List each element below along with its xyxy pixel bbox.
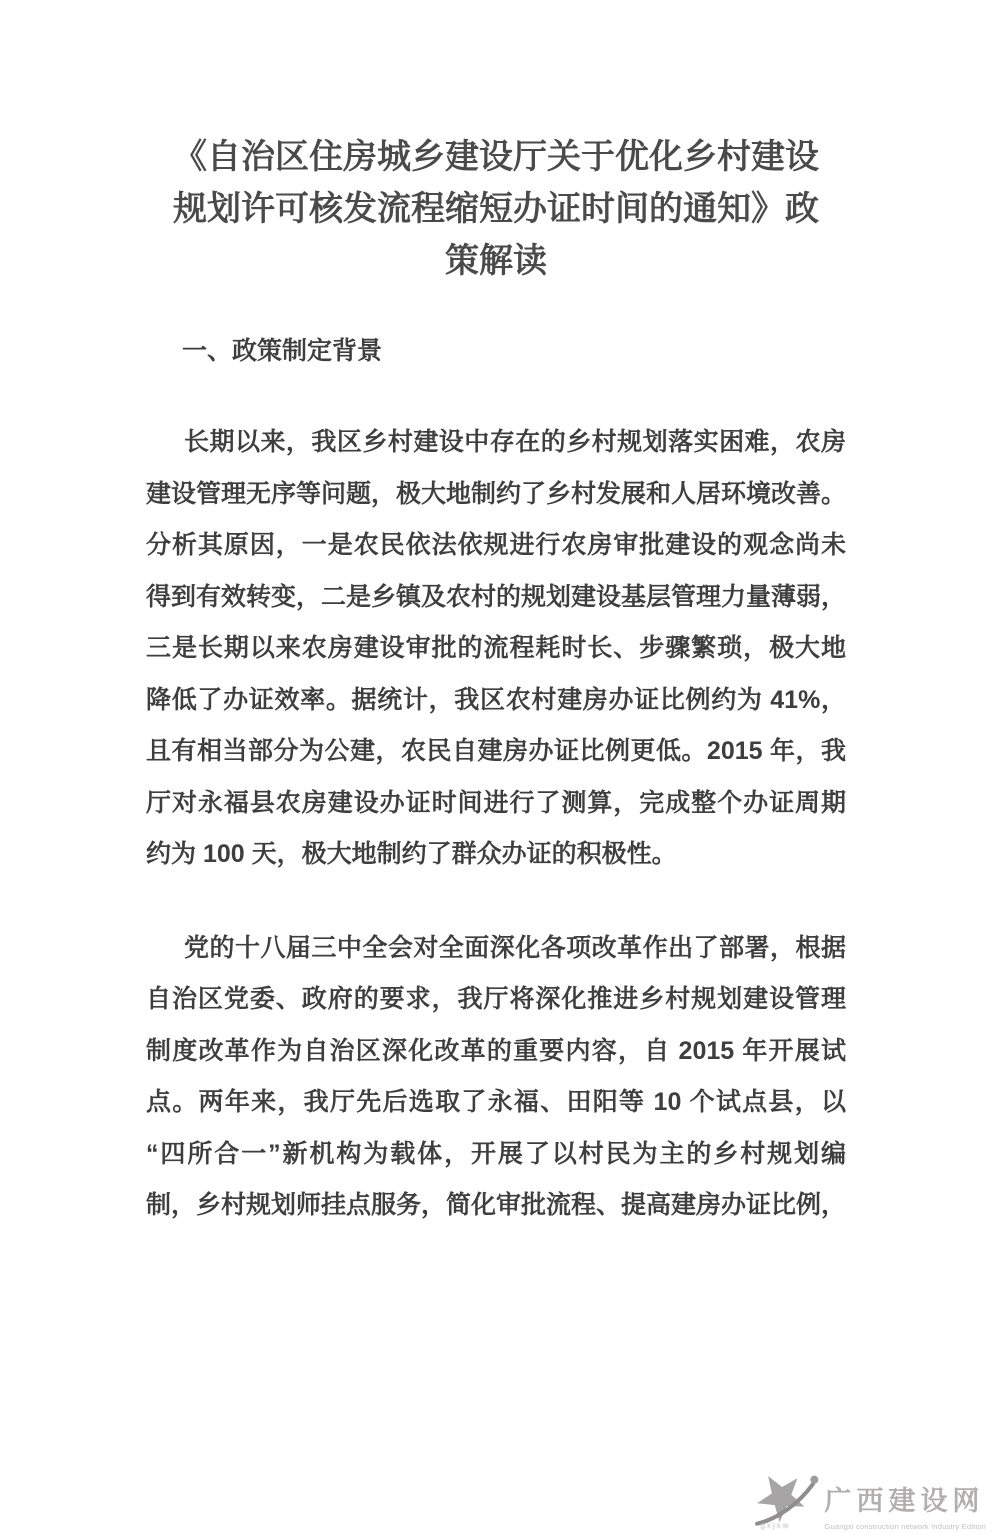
text-line: 得到有效转变，二是乡镇及农村的规划建设基层管理力量薄弱， xyxy=(146,582,847,611)
text-line: 分析其原因，一是农民依法依规进行农房审批建设的观念尚未 xyxy=(146,531,846,559)
text-line: 且有相当部分为公建，农民自建房办证比例更低。2015 年，我 xyxy=(146,737,846,765)
document-page xyxy=(0,131,992,1531)
paragraph-1 xyxy=(146,417,846,881)
text-line: 党的十八届三中全会对全面深化各项改革作出了部署，根据 xyxy=(184,933,846,962)
star-swoosh-icon xyxy=(748,1465,822,1531)
text-line: 降低了办证效率。据统计，我区农村建房办证比例约为 41%， xyxy=(146,685,846,714)
text-line: 点。两年来，我厅先后选取了永福、田阳等 10 个试点县，以 xyxy=(146,1088,846,1116)
text-line: 制，乡村规划师挂点服务，简化审批流程、提高建房办证比例， xyxy=(146,1191,847,1219)
text-line: 长期以来，我区乡村建设中存在的乡村规划落实困难，农房 xyxy=(184,428,846,456)
text-line: 规划许可核发流程缩短办证时间的通知》政 xyxy=(173,190,819,228)
watermark-text-block xyxy=(824,1465,986,1531)
text-line: 建设管理无序等问题，极大地制约了乡村发展和人居环境改善。 xyxy=(146,479,847,508)
logo-letters: gxjsw xyxy=(760,1521,791,1530)
section-heading: 一、政策制定背景 xyxy=(182,337,383,365)
text-line: 制度改革作为自治区深化改革的重要内容，自 2015 年开展试 xyxy=(146,1036,846,1065)
document-title xyxy=(134,131,858,287)
text-line: “四所合一”新机构为载体，开展了以村民为主的乡村规划编 xyxy=(146,1139,846,1168)
text-line: 《自治区住房城乡建设厅关于优化乡村建设 xyxy=(173,138,819,176)
text-line: 约为 100 天，极大地制约了群众办证的积极性。 xyxy=(146,840,677,868)
site-watermark xyxy=(748,1465,986,1531)
text-line: 策解读 xyxy=(445,242,547,280)
text-line: 厅对永福县农房建设办证时间进行了测算，完成整个办证周期 xyxy=(146,788,846,817)
watermark-site-name: 广西建设网 xyxy=(824,1486,985,1516)
paragraph-2 xyxy=(146,923,846,1232)
text-line: 自治区党委、政府的要求，我厅将深化推进乡村规划建设管理 xyxy=(146,985,846,1013)
text-line: 三是长期以来农房建设审批的流程耗时长、步骤繁琐，极大地 xyxy=(146,634,846,662)
watermark-site-subtitle: Guangxi construction network Industry Edition xyxy=(824,1522,986,1531)
